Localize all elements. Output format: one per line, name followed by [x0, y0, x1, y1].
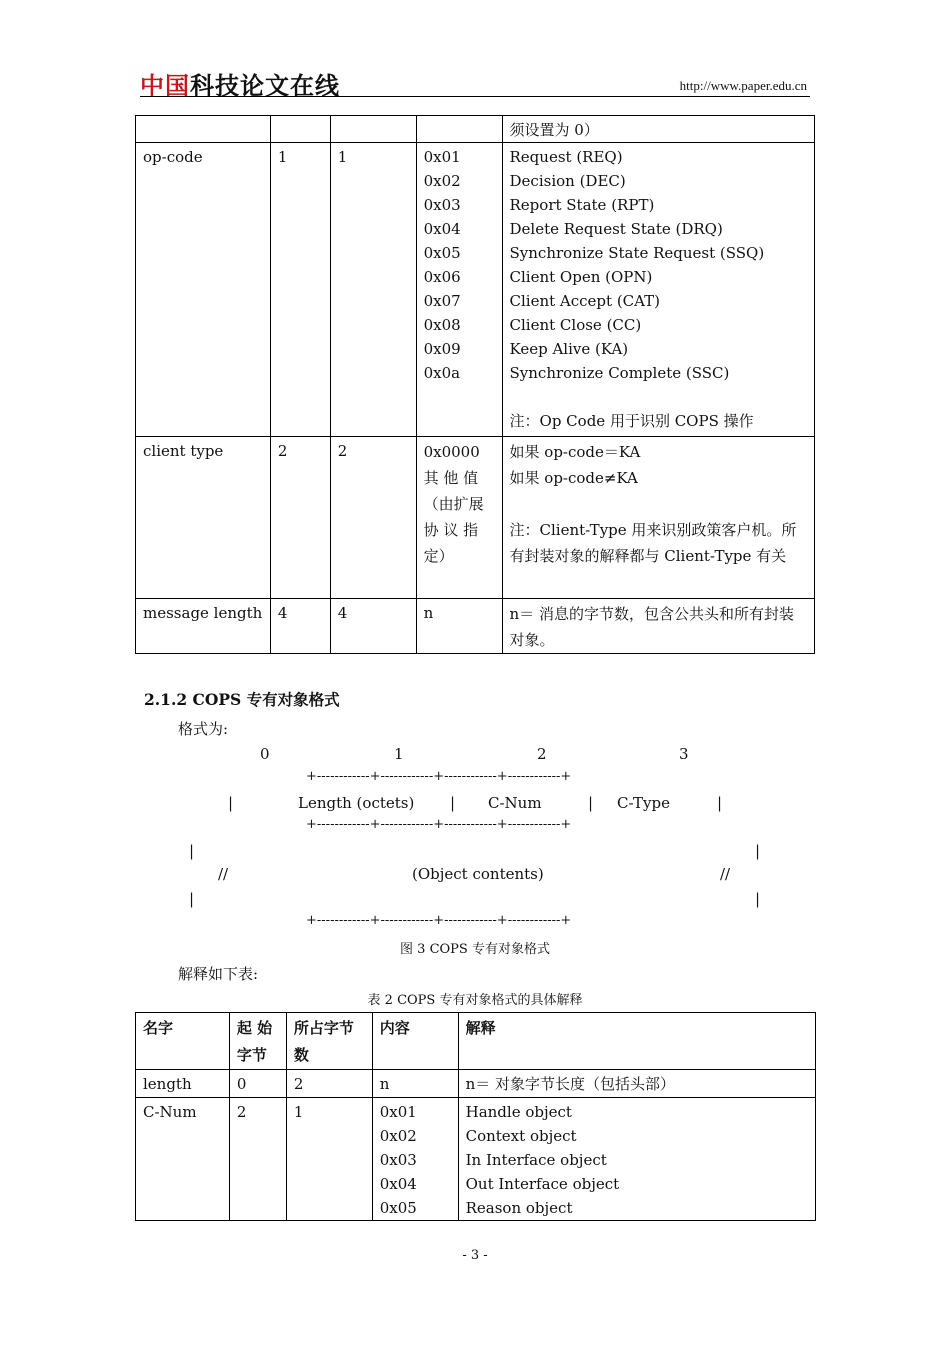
cell-start: 2: [229, 1098, 286, 1221]
field-length: Length (octets): [298, 794, 415, 812]
field-cnum: C-Num: [488, 794, 542, 812]
cell-name: [136, 116, 271, 143]
cell-size: 2: [286, 1070, 372, 1098]
header-name: 名字: [136, 1013, 230, 1070]
table-row: [136, 599, 815, 654]
pipe: |: [717, 794, 723, 812]
table-row: [136, 437, 815, 599]
header-divider: [140, 96, 810, 97]
cell-content: n: [372, 1070, 458, 1098]
slashes-left: //: [218, 865, 229, 883]
cell-content: 0x01 0x02 0x03 0x04 0x05 0x06 0x07 0x08 0x09 0x0a: [416, 143, 502, 437]
cell-content: n: [416, 599, 502, 654]
cell-start: [270, 116, 330, 143]
logo-black-text: 科技论文在线: [190, 72, 340, 100]
byte-label-1: 1: [394, 745, 404, 763]
table-row: [136, 1098, 816, 1221]
cell-content: 0x0000 其 他 值 （由扩展 协 议 指 定）: [416, 437, 502, 599]
section-heading: 2.1.2 COPS 专有对象格式: [144, 690, 340, 709]
cell-desc: Request (REQ) Decision (DEC) Report State (RPT) Delete Request State (DRQ) Synchronize State Request (SSQ) Client Open (OPN) Client Accept (CAT) Client Close (CC) Keep Alive (KA) Synchronize Complete (SSC) 注：Op Code 用于识别 COPS 操作: [502, 143, 814, 437]
field-ctype: C-Type: [617, 794, 670, 812]
byte-label-2: 2: [537, 745, 547, 763]
table-row: [136, 143, 815, 437]
byte-label-0: 0: [260, 745, 270, 763]
pipe: |: [755, 890, 761, 908]
header-size: 所占字节 数: [286, 1013, 372, 1070]
byte-label-3: 3: [679, 745, 689, 763]
cell-content: [416, 116, 502, 143]
pipe: |: [588, 794, 594, 812]
cell-name: client type: [136, 437, 271, 599]
cell-name: op-code: [136, 143, 271, 437]
cell-size: [330, 116, 416, 143]
header-start: 起 始 字节: [229, 1013, 286, 1070]
object-contents: (Object contents): [412, 865, 544, 883]
logo-red-text: 中国: [140, 72, 190, 100]
cell-name: message length: [136, 599, 271, 654]
pipe: |: [228, 794, 234, 812]
cell-start: 4: [270, 599, 330, 654]
cell-desc: Handle object Context object In Interface object Out Interface object Reason object: [458, 1098, 815, 1221]
pipe: |: [189, 890, 195, 908]
table-row: [136, 1070, 816, 1098]
figure-caption: 图 3 COPS 专有对象格式: [400, 942, 550, 957]
diagram-border-bottom: +------------+------------+------------+------------+: [306, 913, 572, 928]
table-caption: 表 2 COPS 专有对象格式的具体解释: [367, 993, 583, 1008]
cell-name: length: [136, 1070, 230, 1098]
cell-size: 4: [330, 599, 416, 654]
pipe: |: [189, 842, 195, 860]
cell-start: 1: [270, 143, 330, 437]
cell-desc: 如果 op-code＝KA 如果 op-code≠KA 注：Client-Type 用来识别政策客户机。所有封装对象的解释都与 Client-Type 有关: [502, 437, 814, 599]
cell-start: 2: [270, 437, 330, 599]
cell-content: 0x01 0x02 0x03 0x04 0x05: [372, 1098, 458, 1221]
header-content: 内容: [372, 1013, 458, 1070]
table-header-row: [136, 1013, 816, 1070]
page-number: - 3 -: [462, 1248, 488, 1263]
table-row: [136, 116, 815, 143]
header-url[interactable]: http://www.paper.edu.cn: [679, 78, 807, 93]
cell-size: 1: [286, 1098, 372, 1221]
pipe: |: [755, 842, 761, 860]
cell-start: 0: [229, 1070, 286, 1098]
cell-name: C-Num: [136, 1098, 230, 1221]
cell-size: 1: [330, 143, 416, 437]
slashes-right: //: [720, 865, 731, 883]
explain-label: 解释如下表:: [178, 965, 259, 983]
diagram-border-mid: +------------+------------+------------+------------+: [306, 817, 572, 832]
cell-desc: n＝ 对象字节长度（包括头部）: [458, 1070, 815, 1098]
pipe: |: [450, 794, 456, 812]
format-label: 格式为:: [178, 720, 229, 738]
cell-size: 2: [330, 437, 416, 599]
object-format-table: [135, 1012, 816, 1221]
cell-desc: n＝ 消息的字节数，包含公共头和所有封装对象。: [502, 599, 814, 654]
diagram-border-top: +------------+------------+------------+------------+: [306, 769, 572, 784]
cell-desc: 须设置为 0）: [502, 116, 814, 143]
common-header-table: [135, 115, 815, 654]
header-desc: 解释: [458, 1013, 815, 1070]
